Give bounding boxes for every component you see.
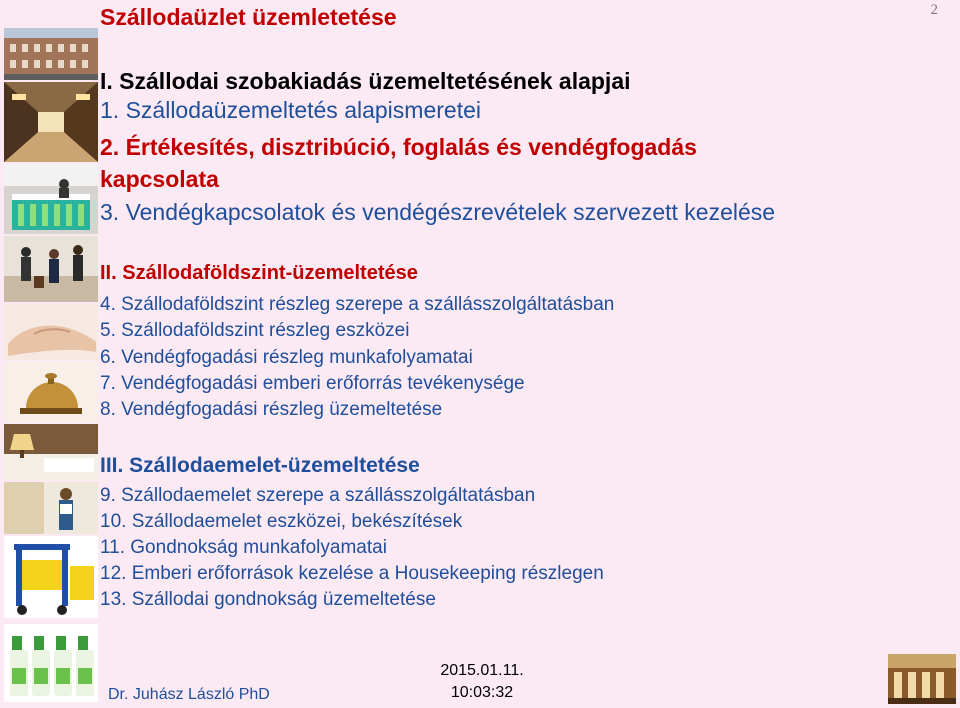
hands-photo bbox=[4, 304, 98, 360]
list-item: 11. Gondnokság munkafolyamatai bbox=[100, 537, 387, 558]
footer-time: 10:03:32 bbox=[450, 684, 514, 701]
bed-lamp-photo bbox=[4, 424, 98, 480]
footer-datetime bbox=[426, 660, 538, 704]
cleaning-bottles-photo bbox=[4, 624, 98, 702]
service-bell-photo bbox=[4, 362, 98, 422]
list-item: 3. Vendégkapcsolatok és vendégészrevételek szervezett kezelése bbox=[100, 199, 776, 225]
section-heading-3: III. Szállodaemelet-üzemeltetése bbox=[100, 454, 420, 477]
lobby-guests-photo bbox=[4, 236, 98, 302]
list-item: 10. Szállodaemelet eszközei, bekészítések bbox=[100, 511, 463, 532]
section-heading-1: I. Szállodai szobakiadás üzemeltetésének alapjai bbox=[100, 68, 631, 94]
list-item: 13. Szállodai gondnokság üzemeltetése bbox=[100, 589, 436, 610]
footer-date: 2015.01.11. bbox=[440, 662, 524, 679]
section-heading-2: II. Szállodaföldszint-üzemeltetése bbox=[100, 262, 418, 284]
hotel-corridor-photo bbox=[4, 82, 98, 162]
hotel-building-photo bbox=[4, 28, 98, 80]
list-item: 2. Értékesítés, disztribúció, foglalás és vendégfogadás bbox=[100, 134, 697, 160]
housekeeper-photo bbox=[4, 482, 98, 534]
list-item: 8. Vendégfogadási részleg üzemeltetése bbox=[100, 399, 443, 420]
footer-author: Dr. Juhász László PhD bbox=[108, 686, 270, 703]
page-number: 2 bbox=[930, 2, 938, 18]
list-item: 7. Vendégfogadási emberi erőforrás tevékenysége bbox=[100, 373, 525, 394]
reception-desk-photo bbox=[4, 164, 98, 234]
list-item: 5. Szállodaföldszint részleg eszközei bbox=[100, 320, 410, 341]
list-item: 1. Szállodaüzemeltetés alapismeretei bbox=[100, 97, 481, 123]
list-item: 6. Vendégfogadási részleg munkafolyamatai bbox=[100, 347, 473, 368]
list-item: 9. Szállodaemelet szerepe a szállásszolgáltatásban bbox=[100, 485, 536, 506]
list-item: 12. Emberi erőforrások kezelése a Housekeeping részlegen bbox=[100, 563, 604, 584]
list-item: 4. Szállodaföldszint részleg szerepe a szállásszolgáltatásban bbox=[100, 294, 615, 315]
hotel-lobby-photo bbox=[888, 654, 956, 704]
cleaning-trolley-photo bbox=[4, 536, 98, 618]
list-item: kapcsolata bbox=[100, 166, 219, 192]
slide-title: Szállodaüzlet üzemletetése bbox=[100, 4, 397, 30]
